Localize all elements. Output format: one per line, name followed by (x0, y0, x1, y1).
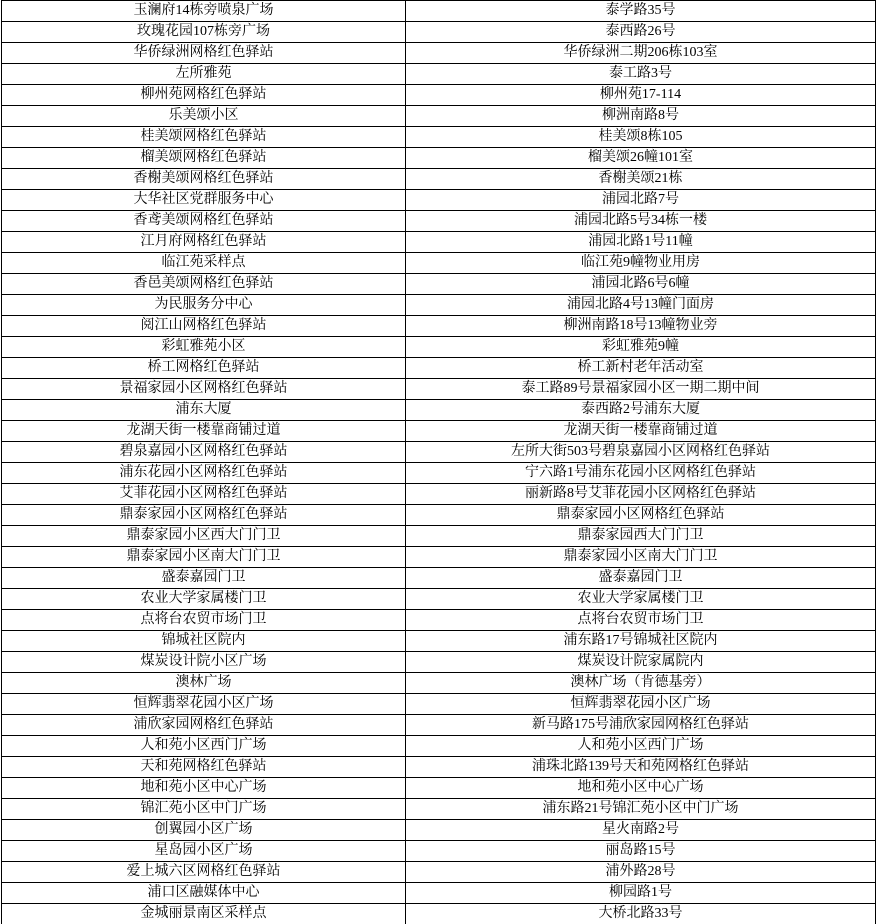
table-row (2, 673, 876, 694)
address-cell: 彩虹雅苑9幢 (406, 337, 876, 358)
location-cell: 创翼园小区广场 (2, 820, 406, 841)
address-cell: 澳林广场（肯德基旁） (406, 673, 876, 694)
location-cell: 香榭美颂网格红色驿站 (2, 169, 406, 190)
location-cell: 为民服务分中心 (2, 295, 406, 316)
location-cell: 香鸢美颂网格红色驿站 (2, 211, 406, 232)
address-cell: 榴美颂26幢101室 (406, 148, 876, 169)
table-row (2, 232, 876, 253)
table-row (2, 778, 876, 799)
table-row (2, 589, 876, 610)
table-row (2, 316, 876, 337)
address-cell: 浦园北路4号13幢门面房 (406, 295, 876, 316)
location-cell: 星岛园小区广场 (2, 841, 406, 862)
table-row (2, 358, 876, 379)
address-cell: 柳园路1号 (406, 883, 876, 904)
sampling-points-table (1, 0, 876, 924)
table-row (2, 400, 876, 421)
table-row (2, 715, 876, 736)
location-cell: 临江苑采样点 (2, 253, 406, 274)
address-cell: 浦东路21号锦汇苑小区中门广场 (406, 799, 876, 820)
address-cell: 泰工路89号景福家园小区一期二期中间 (406, 379, 876, 400)
location-cell: 彩虹雅苑小区 (2, 337, 406, 358)
address-cell: 浦外路28号 (406, 862, 876, 883)
location-cell: 桥工网格红色驿站 (2, 358, 406, 379)
table-row (2, 631, 876, 652)
location-cell: 碧泉嘉园小区网格红色驿站 (2, 442, 406, 463)
table-row (2, 841, 876, 862)
location-cell: 艾菲花园小区网格红色驿站 (2, 484, 406, 505)
address-cell: 星火南路2号 (406, 820, 876, 841)
location-cell: 澳林广场 (2, 673, 406, 694)
address-cell: 鼎泰家园西大门门卫 (406, 526, 876, 547)
location-cell: 锦汇苑小区中门广场 (2, 799, 406, 820)
address-cell: 桂美颂8栋105 (406, 127, 876, 148)
table-row (2, 694, 876, 715)
table-row (2, 757, 876, 778)
table-row (2, 127, 876, 148)
location-cell: 鼎泰家园小区西大门门卫 (2, 526, 406, 547)
table-row (2, 736, 876, 757)
location-cell: 鼎泰家园小区网格红色驿站 (2, 505, 406, 526)
table-row (2, 526, 876, 547)
table-row (2, 337, 876, 358)
table-row (2, 274, 876, 295)
table-row (2, 904, 876, 924)
address-cell: 桥工新村老年活动室 (406, 358, 876, 379)
table-row (2, 652, 876, 673)
table-row (2, 148, 876, 169)
location-cell: 柳州苑网格红色驿站 (2, 85, 406, 106)
address-cell: 柳洲南路8号 (406, 106, 876, 127)
table-row (2, 547, 876, 568)
address-cell: 左所大街503号碧泉嘉园小区网格红色驿站 (406, 442, 876, 463)
address-cell: 丽岛路15号 (406, 841, 876, 862)
location-cell: 煤炭设计院小区广场 (2, 652, 406, 673)
location-cell: 华侨绿洲网格红色驿站 (2, 43, 406, 64)
location-cell: 景福家园小区网格红色驿站 (2, 379, 406, 400)
table-row (2, 799, 876, 820)
address-cell: 浦东路17号锦城社区院内 (406, 631, 876, 652)
address-cell: 龙湖天街一楼靠商铺过道 (406, 421, 876, 442)
address-cell: 浦珠北路139号天和苑网格红色驿站 (406, 757, 876, 778)
location-cell: 香邑美颂网格红色驿站 (2, 274, 406, 295)
address-cell: 泰西路2号浦东大厦 (406, 400, 876, 421)
location-cell: 江月府网格红色驿站 (2, 232, 406, 253)
table-row (2, 1, 876, 22)
location-cell: 左所雅苑 (2, 64, 406, 85)
address-cell: 恒辉翡翠花园小区广场 (406, 694, 876, 715)
address-cell: 丽新路8号艾菲花园小区网格红色驿站 (406, 484, 876, 505)
table-row (2, 43, 876, 64)
address-cell: 浦园北路7号 (406, 190, 876, 211)
address-cell: 煤炭设计院家属院内 (406, 652, 876, 673)
address-cell: 点将台农贸市场门卫 (406, 610, 876, 631)
address-cell: 浦园北路1号11幢 (406, 232, 876, 253)
table-row (2, 421, 876, 442)
location-cell: 金城丽景南区采样点 (2, 904, 406, 924)
location-cell: 龙湖天街一楼靠商铺过道 (2, 421, 406, 442)
address-cell: 泰学路35号 (406, 1, 876, 22)
table-row (2, 22, 876, 43)
location-cell: 浦东花园小区网格红色驿站 (2, 463, 406, 484)
location-cell: 榴美颂网格红色驿站 (2, 148, 406, 169)
table-row (2, 568, 876, 589)
address-cell: 宁六路1号浦东花园小区网格红色驿站 (406, 463, 876, 484)
table-body (2, 1, 876, 924)
table-row (2, 64, 876, 85)
location-cell: 盛泰嘉园门卫 (2, 568, 406, 589)
location-cell: 阅江山网格红色驿站 (2, 316, 406, 337)
address-cell: 泰工路3号 (406, 64, 876, 85)
address-cell: 鼎泰家园小区南大门门卫 (406, 547, 876, 568)
location-cell: 鼎泰家园小区南大门门卫 (2, 547, 406, 568)
address-cell: 柳洲南路18号13幢物业旁 (406, 316, 876, 337)
table-row (2, 253, 876, 274)
table-row (2, 463, 876, 484)
location-cell: 浦东大厦 (2, 400, 406, 421)
table-row (2, 505, 876, 526)
address-cell: 香榭美颂21栋 (406, 169, 876, 190)
location-cell: 人和苑小区西门广场 (2, 736, 406, 757)
address-cell: 华侨绿洲二期206栋103室 (406, 43, 876, 64)
location-cell: 大华社区党群服务中心 (2, 190, 406, 211)
table-row (2, 883, 876, 904)
address-cell: 农业大学家属楼门卫 (406, 589, 876, 610)
location-cell: 爱上城六区网格红色驿站 (2, 862, 406, 883)
address-cell: 浦园北路6号6幢 (406, 274, 876, 295)
table-row (2, 820, 876, 841)
table-row (2, 211, 876, 232)
location-cell: 天和苑网格红色驿站 (2, 757, 406, 778)
location-cell: 乐美颂小区 (2, 106, 406, 127)
table-row (2, 190, 876, 211)
address-cell: 大桥北路33号 (406, 904, 876, 924)
table-row (2, 862, 876, 883)
table-row (2, 85, 876, 106)
location-cell: 地和苑小区中心广场 (2, 778, 406, 799)
table-row (2, 295, 876, 316)
table-row (2, 106, 876, 127)
address-cell: 地和苑小区中心广场 (406, 778, 876, 799)
address-cell: 鼎泰家园小区网格红色驿站 (406, 505, 876, 526)
location-cell: 桂美颂网格红色驿站 (2, 127, 406, 148)
table-row (2, 442, 876, 463)
address-cell: 盛泰嘉园门卫 (406, 568, 876, 589)
location-cell: 玉澜府14栋旁喷泉广场 (2, 1, 406, 22)
address-cell: 临江苑9幢物业用房 (406, 253, 876, 274)
table-row (2, 484, 876, 505)
table-row (2, 610, 876, 631)
location-cell: 恒辉翡翠花园小区广场 (2, 694, 406, 715)
table-row (2, 379, 876, 400)
location-cell: 浦欣家园网格红色驿站 (2, 715, 406, 736)
location-cell: 点将台农贸市场门卫 (2, 610, 406, 631)
address-cell: 柳州苑17-114 (406, 85, 876, 106)
table-row (2, 169, 876, 190)
address-cell: 浦园北路5号34栋一楼 (406, 211, 876, 232)
location-cell: 农业大学家属楼门卫 (2, 589, 406, 610)
address-cell: 泰西路26号 (406, 22, 876, 43)
address-cell: 人和苑小区西门广场 (406, 736, 876, 757)
location-cell: 浦口区融媒体中心 (2, 883, 406, 904)
location-cell: 玫瑰花园107栋旁广场 (2, 22, 406, 43)
address-cell: 新马路175号浦欣家园网格红色驿站 (406, 715, 876, 736)
location-cell: 锦城社区院内 (2, 631, 406, 652)
